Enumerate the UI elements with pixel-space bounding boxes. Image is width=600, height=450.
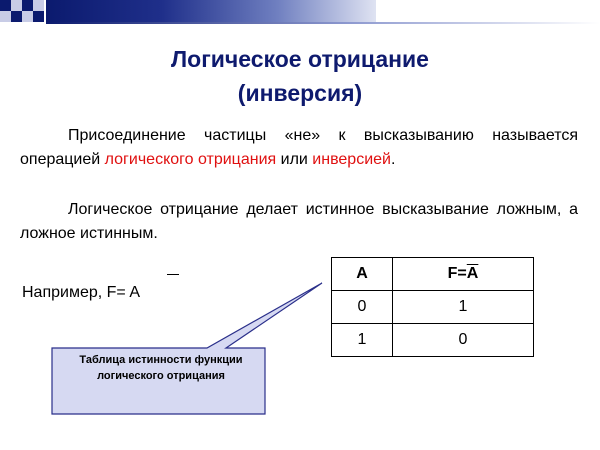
header-f-prefix: F= [447,265,467,282]
definition-text-2: или [276,151,313,168]
truth-table [331,257,534,357]
table-row [332,324,534,357]
explanation-text: Логическое отрицание делает истинное высказывание ложным, а ложное истинным. [20,201,578,242]
cell-f: 0 [393,324,534,357]
definition-text-3: . [390,151,396,168]
callout-text: Таблица истинности функции логического отрицания [79,354,243,382]
definition-text-1: Присоединение частицы «не» к высказыванию называется операцией [20,127,578,168]
title-line-2: (инверсия) [237,80,363,106]
table-row [332,291,534,324]
cell-a: 1 [332,324,393,357]
header-f [393,258,534,291]
example-label: Например, F= A [22,284,140,301]
header-a: A [332,258,393,291]
term-logical-negation: логического отрицания [104,151,277,168]
title-line-1: Логическое отрицание [171,46,429,72]
term-inversion: инверсией [312,151,391,168]
table-header-row [332,258,534,291]
header-f-var: $\overline{A}$ [466,265,479,282]
cell-f: 1 [393,291,534,324]
cell-a: 0 [332,291,393,324]
callout-bubble [52,283,322,414]
